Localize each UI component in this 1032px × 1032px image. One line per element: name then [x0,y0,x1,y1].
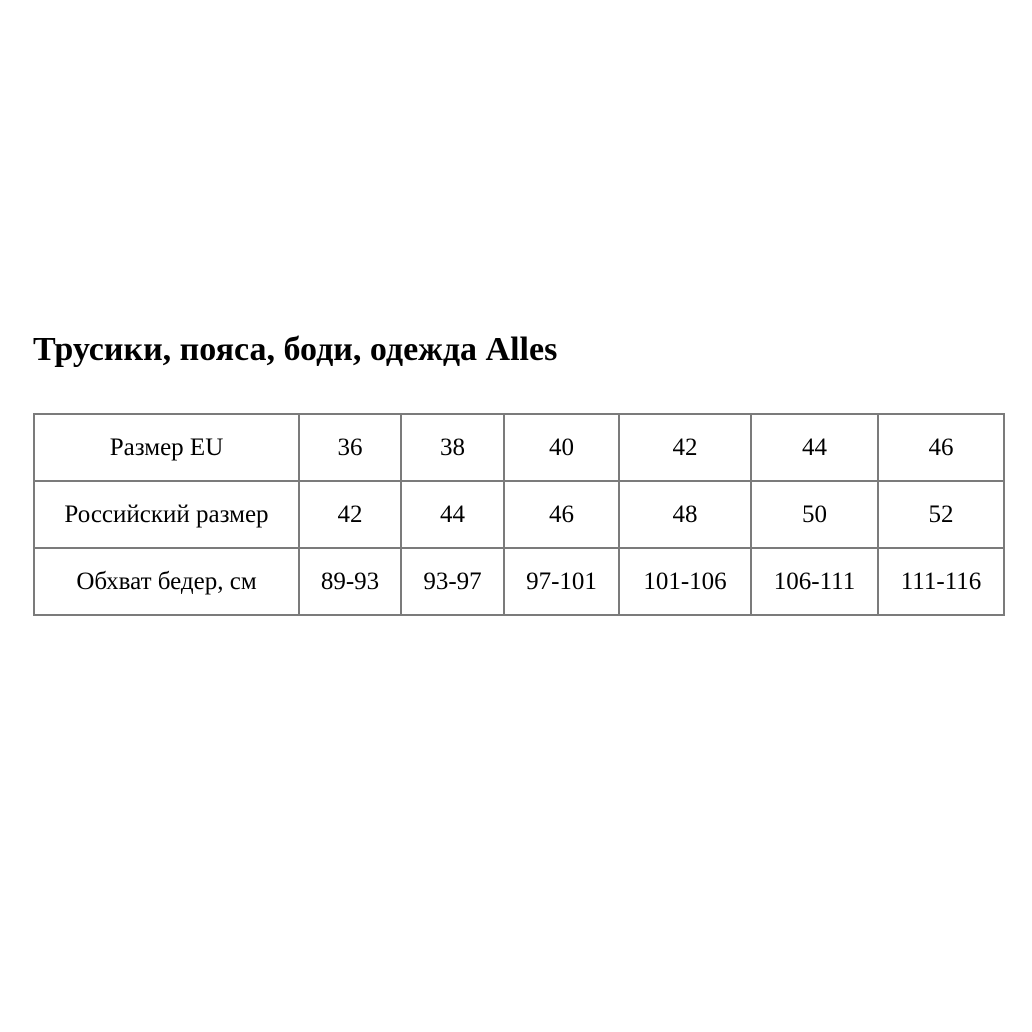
table-cell: 50 [751,481,878,548]
table-cell: 36 [299,414,401,481]
row-label-hip-girth: Обхват бедер, см [34,548,299,615]
table-cell: 42 [299,481,401,548]
table-cell: 101-106 [619,548,751,615]
table-cell: 46 [504,481,619,548]
table-cell: 46 [878,414,1004,481]
table-cell: 97-101 [504,548,619,615]
table-cell: 44 [751,414,878,481]
page-title: Трусики, пояса, боди, одежда Alles [33,331,558,368]
table-cell: 93-97 [401,548,504,615]
table-row [34,414,1004,481]
row-label-eu-size: Размер EU [34,414,299,481]
table-cell: 40 [504,414,619,481]
table-cell: 106-111 [751,548,878,615]
row-label-russian-size: Российский размер [34,481,299,548]
table-cell: 42 [619,414,751,481]
table-row [34,548,1004,615]
table-cell: 89-93 [299,548,401,615]
table-cell: 48 [619,481,751,548]
table-row [34,481,1004,548]
table-cell: 44 [401,481,504,548]
table-cell: 38 [401,414,504,481]
table-cell: 111-116 [878,548,1004,615]
size-chart-table [33,413,1005,616]
table-cell: 52 [878,481,1004,548]
